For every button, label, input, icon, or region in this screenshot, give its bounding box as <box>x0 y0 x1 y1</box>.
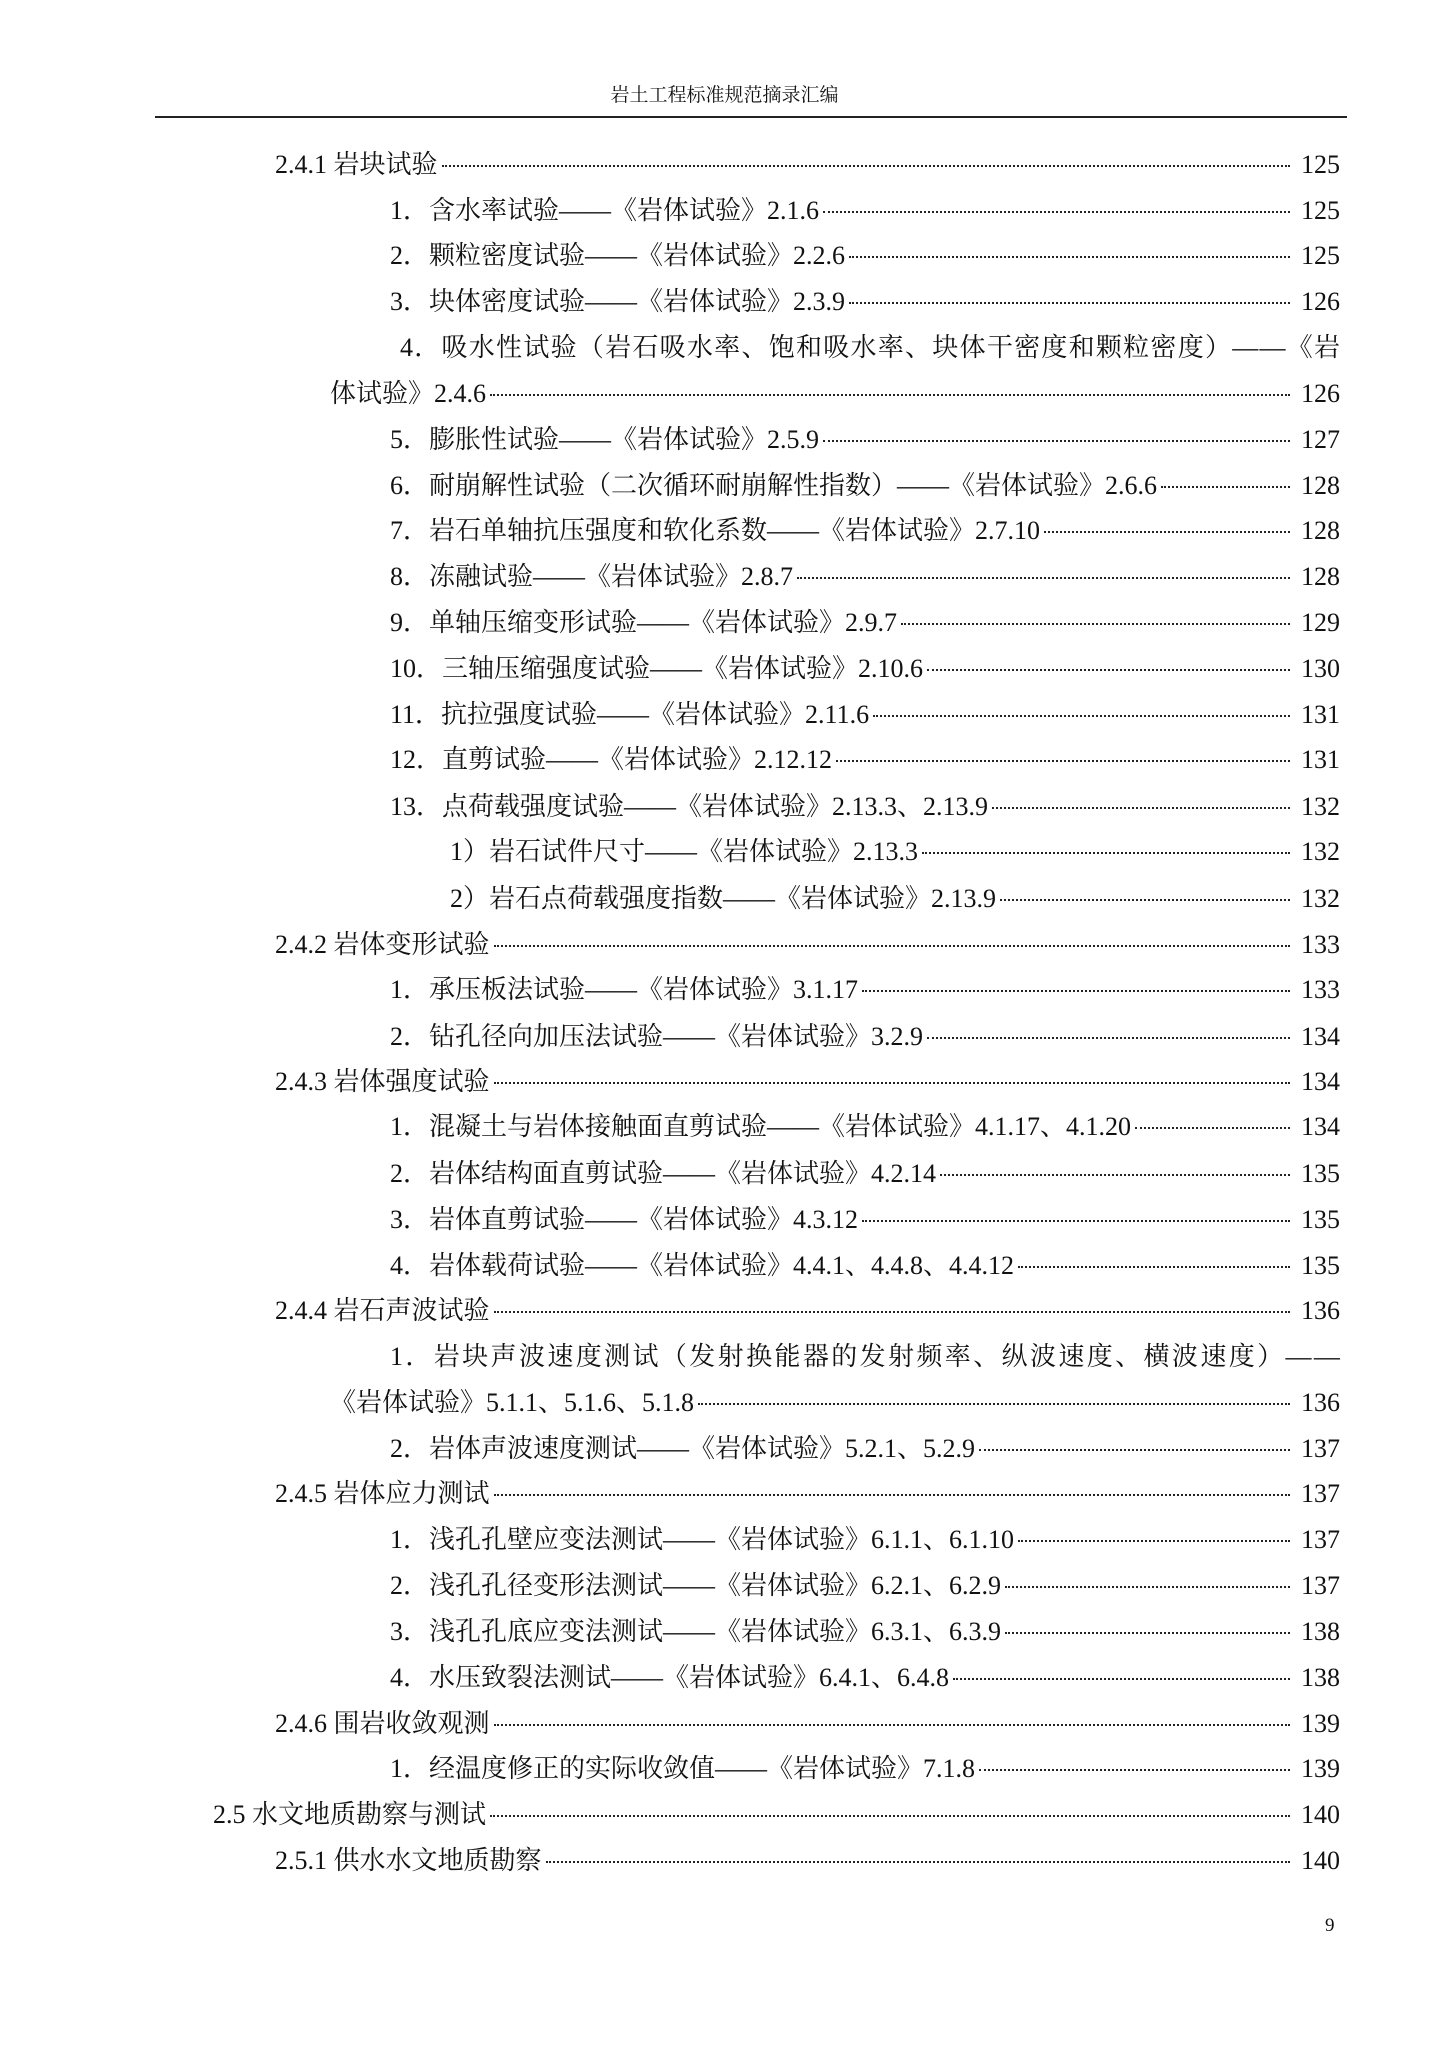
toc-entry[interactable] <box>275 148 1340 182</box>
toc-entry-title: 4 ． 吸 水 性 试 验 （ 岩 石 吸 水 率 、 饱 和 吸 水 率 、 块 体 干 密 度 和 颗 粒 密 度 ） — — 《 岩 <box>400 333 1340 362</box>
toc-entry-page: 137 <box>1301 1434 1340 1463</box>
toc-entry-page: 125 <box>1301 241 1340 270</box>
toc-entry-page: 130 <box>1301 654 1340 683</box>
toc-entry-title: 9．单轴压缩变形试验——《岩体试验》2.9.7 <box>390 608 898 637</box>
toc-entry[interactable] <box>390 743 1340 777</box>
dot-leader <box>992 806 1290 809</box>
toc-entry-page: 134 <box>1301 1022 1340 1051</box>
toc-entry-title: 2.4.3 岩体强度试验 <box>275 1067 490 1096</box>
dot-leader <box>940 1173 1290 1176</box>
toc-entry-title: 2．颗粒密度试验——《岩体试验》2.2.6 <box>390 241 846 270</box>
toc-entry[interactable] <box>275 1844 1340 1878</box>
dot-leader <box>494 1493 1290 1496</box>
toc-entry[interactable] <box>275 928 1340 962</box>
toc-entry[interactable] <box>390 973 1340 1007</box>
dot-leader <box>546 1860 1290 1863</box>
toc-entry-title: 6．耐崩解性试验（二次循环耐崩解性指数）——《岩体试验》2.6.6 <box>390 471 1158 500</box>
toc-entry[interactable] <box>213 1798 1340 1832</box>
toc-entry[interactable] <box>390 698 1340 732</box>
toc-entry-page: 135 <box>1301 1205 1340 1234</box>
toc-entry[interactable] <box>390 1157 1340 1191</box>
toc-entry-page: 133 <box>1301 975 1340 1004</box>
dot-leader <box>1018 1265 1290 1268</box>
dot-leader <box>849 301 1290 304</box>
toc-entry-title: 11．抗拉强度试验——《岩体试验》2.11.6 <box>390 700 870 729</box>
running-header: 岩土工程标准规范摘录汇编 <box>610 85 839 106</box>
toc-entry[interactable] <box>330 377 1340 411</box>
dot-leader <box>1161 485 1290 488</box>
toc-entry-page: 137 <box>1301 1525 1340 1554</box>
toc-entry-page: 135 <box>1301 1159 1340 1188</box>
dot-leader <box>979 1448 1290 1451</box>
toc-entry-page: 140 <box>1301 1846 1340 1875</box>
dot-leader <box>1005 1585 1290 1588</box>
toc-entry[interactable] <box>390 239 1340 273</box>
toc-entry[interactable] <box>390 652 1340 686</box>
toc-entry-page: 128 <box>1301 471 1340 500</box>
dot-leader <box>442 164 1290 167</box>
toc-entry-page: 137 <box>1301 1479 1340 1508</box>
toc-entry-page: 134 <box>1301 1067 1340 1096</box>
toc-entry-page: 125 <box>1301 150 1340 179</box>
toc-entry-title: 1 ． 岩 块 声 波 速 度 测 试 （ 发 射 换 能 器 的 发 射 频 率 、 纵 波 速 度 、 横 波 速 度 ） — — <box>390 1342 1340 1371</box>
dot-leader <box>823 439 1290 442</box>
toc-entry-title: 2．岩体声波速度测试——《岩体试验》5.2.1、5.2.9 <box>390 1434 976 1463</box>
dot-leader <box>823 210 1290 213</box>
toc-entry[interactable] <box>390 606 1340 640</box>
toc-entry[interactable] <box>390 194 1340 228</box>
toc-entry[interactable] <box>400 331 1340 365</box>
toc-entry-title: 2.4.4 岩石声波试验 <box>275 1296 490 1325</box>
toc-entry-page: 125 <box>1301 196 1340 225</box>
toc-entry-title: 2.5.1 供水水文地质勘察 <box>275 1846 542 1875</box>
toc-entry-title: 12．直剪试验——《岩体试验》2.12.12 <box>390 745 833 774</box>
toc-entry-page: 139 <box>1301 1754 1340 1783</box>
toc-entry-title: 2.4.1 岩块试验 <box>275 150 438 179</box>
toc-entry[interactable] <box>390 469 1340 503</box>
toc-entry-page: 129 <box>1301 608 1340 637</box>
dot-leader <box>862 1219 1290 1222</box>
dot-leader <box>953 1677 1290 1680</box>
dot-leader <box>927 668 1290 671</box>
toc-entry-page: 140 <box>1301 1800 1340 1829</box>
toc-entry[interactable] <box>390 1615 1340 1649</box>
toc-entry-title: 2．浅孔孔径变形法测试——《岩体试验》6.2.1、6.2.9 <box>390 1571 1002 1600</box>
toc-entry-title: 2.4.2 岩体变形试验 <box>275 930 490 959</box>
toc-entry[interactable] <box>390 1249 1340 1283</box>
toc-entry[interactable] <box>390 560 1340 594</box>
toc-entry-title: 2.4.6 围岩收敛观测 <box>275 1709 490 1738</box>
toc-entry-page: 137 <box>1301 1571 1340 1600</box>
toc-entry-title: 7．岩石单轴抗压强度和软化系数——《岩体试验》2.7.10 <box>390 516 1041 545</box>
toc-entry-title: 1．混凝土与岩体接触面直剪试验——《岩体试验》4.1.17、4.1.20 <box>390 1112 1132 1141</box>
toc-entry-page: 139 <box>1301 1709 1340 1738</box>
toc-entry[interactable] <box>450 835 1340 869</box>
toc-entry-title: 体试验》2.4.6 <box>330 379 487 408</box>
dot-leader <box>1018 1539 1290 1542</box>
dot-leader <box>927 1036 1290 1039</box>
toc-entry[interactable] <box>390 1432 1340 1466</box>
toc-entry[interactable] <box>390 285 1340 319</box>
toc-entry-title: 3．浅孔孔底应变法测试——《岩体试验》6.3.1、6.3.9 <box>390 1617 1002 1646</box>
toc-entry-title: 4．水压致裂法测试——《岩体试验》6.4.1、6.4.8 <box>390 1663 950 1692</box>
toc-entry[interactable] <box>275 1707 1340 1741</box>
toc-entry-page: 134 <box>1301 1112 1340 1141</box>
dot-leader <box>494 1081 1290 1084</box>
dot-leader <box>901 622 1290 625</box>
dot-leader <box>494 944 1290 947</box>
toc-entry-title: 《岩体试验》5.1.1、5.1.6、5.1.8 <box>330 1388 695 1417</box>
toc-entry[interactable] <box>390 1661 1340 1695</box>
dot-leader <box>836 759 1290 762</box>
toc-entry[interactable] <box>390 1110 1340 1144</box>
toc-entry-title: 3．块体密度试验——《岩体试验》2.3.9 <box>390 287 846 316</box>
toc-entry[interactable] <box>275 1477 1340 1511</box>
dot-leader <box>849 255 1290 258</box>
toc-entry-title: 1．承压板法试验——《岩体试验》3.1.17 <box>390 975 859 1004</box>
toc-entry[interactable] <box>330 1386 1340 1420</box>
page-number: 9 <box>1325 1915 1335 1936</box>
toc-entry[interactable] <box>390 514 1340 548</box>
dot-leader <box>490 393 1290 396</box>
toc-entry-page: 132 <box>1301 884 1340 913</box>
toc-entry-page: 136 <box>1301 1388 1340 1417</box>
toc-entry[interactable] <box>390 1340 1340 1374</box>
dot-leader <box>1135 1126 1290 1129</box>
dot-leader <box>873 714 1290 717</box>
dot-leader <box>1000 898 1290 901</box>
toc-entry-title: 2）岩石点荷载强度指数——《岩体试验》2.13.9 <box>450 884 997 913</box>
toc-entry-page: 131 <box>1301 745 1340 774</box>
toc-entry-title: 13．点荷载强度试验——《岩体试验》2.13.3、2.13.9 <box>390 792 989 821</box>
dot-leader <box>1005 1631 1290 1634</box>
toc-entry-page: 131 <box>1301 700 1340 729</box>
toc-entry[interactable] <box>275 1065 1340 1099</box>
toc-entry-page: 136 <box>1301 1296 1340 1325</box>
toc-entry[interactable] <box>275 1294 1340 1328</box>
header-rule <box>155 116 1347 118</box>
toc-entry-page: 138 <box>1301 1617 1340 1646</box>
dot-leader <box>698 1402 1290 1405</box>
dot-leader <box>862 989 1290 992</box>
toc-entry-page: 133 <box>1301 930 1340 959</box>
toc-entry-page: 127 <box>1301 425 1340 454</box>
toc-entry-page: 128 <box>1301 562 1340 591</box>
toc-entry[interactable] <box>390 1203 1340 1237</box>
toc-entry-page: 126 <box>1301 379 1340 408</box>
toc-entry-page: 135 <box>1301 1251 1340 1280</box>
toc-entry-title: 1．浅孔孔壁应变法测试——《岩体试验》6.1.1、6.1.10 <box>390 1525 1015 1554</box>
dot-leader <box>979 1768 1290 1771</box>
dot-leader <box>797 576 1290 579</box>
dot-leader <box>1044 530 1290 533</box>
dot-leader <box>494 1310 1290 1313</box>
toc-entry[interactable] <box>390 1752 1340 1786</box>
toc-entry-title: 1．含水率试验——《岩体试验》2.1.6 <box>390 196 820 225</box>
toc-entry-page: 126 <box>1301 287 1340 316</box>
dot-leader <box>922 851 1290 854</box>
toc-entry-title: 10．三轴压缩强度试验——《岩体试验》2.10.6 <box>390 654 924 683</box>
toc-entry[interactable] <box>390 1569 1340 1603</box>
toc-entry[interactable] <box>390 423 1340 457</box>
toc-entry-title: 8．冻融试验——《岩体试验》2.8.7 <box>390 562 794 591</box>
toc-entry-page: 128 <box>1301 516 1340 545</box>
toc-entry[interactable] <box>390 1020 1340 1054</box>
toc-entry-title: 2.4.5 岩体应力测试 <box>275 1479 490 1508</box>
toc-entry-title: 1）岩石试件尺寸——《岩体试验》2.13.3 <box>450 837 919 866</box>
toc-entry[interactable] <box>390 790 1340 824</box>
toc-entry[interactable] <box>450 882 1340 916</box>
dot-leader <box>494 1723 1290 1726</box>
toc-entry-title: 3．岩体直剪试验——《岩体试验》4.3.12 <box>390 1205 859 1234</box>
toc-entry-page: 132 <box>1301 837 1340 866</box>
toc-entry-title: 5．膨胀性试验——《岩体试验》2.5.9 <box>390 425 820 454</box>
toc-entry-page: 132 <box>1301 792 1340 821</box>
toc-entry[interactable] <box>390 1523 1340 1557</box>
dot-leader <box>490 1814 1290 1817</box>
toc-entry-title: 2．岩体结构面直剪试验——《岩体试验》4.2.14 <box>390 1159 937 1188</box>
toc-entry-page: 138 <box>1301 1663 1340 1692</box>
toc-entry-title: 2.5 水文地质勘察与测试 <box>213 1800 487 1829</box>
toc-entry-title: 1．经温度修正的实际收敛值——《岩体试验》7.1.8 <box>390 1754 976 1783</box>
toc-entry-title: 2．钻孔径向加压法试验——《岩体试验》3.2.9 <box>390 1022 924 1051</box>
toc-entry-title: 4．岩体载荷试验——《岩体试验》4.4.1、4.4.8、4.4.12 <box>390 1251 1015 1280</box>
